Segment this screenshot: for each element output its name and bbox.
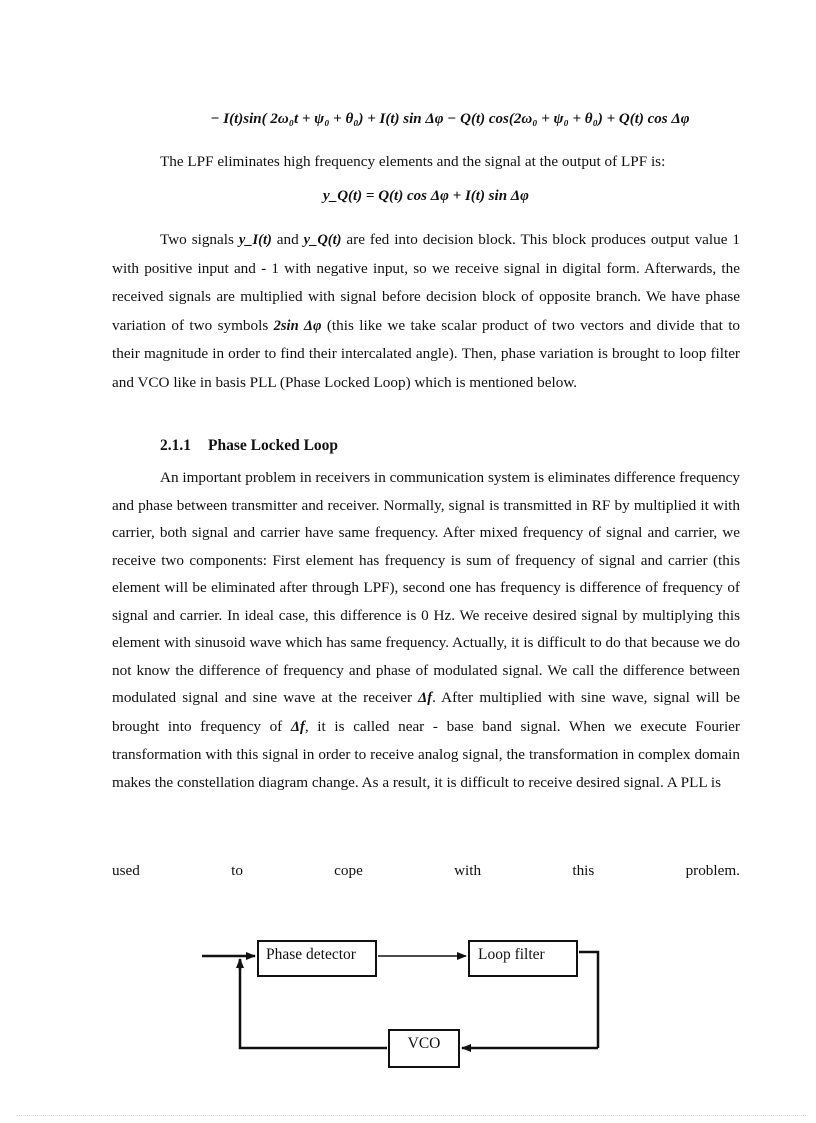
word: used <box>112 862 140 879</box>
word: with <box>454 862 482 879</box>
text-fragment: An important problem in receivers in communication system is eliminates difference frequency and phase between transmitter and receiver. Normally, signal is transmitted in RF by multiplied it with carrier, both signal and carrier have same frequency. After mixed frequency of signal and carrier, we receive two components: First element has frequency is sum of frequency of signal and carrier (this element will be eliminated after through LPF), second one has frequency is difference of frequency of signal and carrier. In ideal case, this difference is 0 Hz. We receive desired signal by multiplying this element with sinusoid wave which has same frequency. Actually, it is difficult to do that because we do not know the difference of frequency and phase of modulated signal. We call the difference between modulated signal and sine wave at the receiver <box>112 469 740 706</box>
lf-to-vco-path <box>579 952 598 1048</box>
symbol-yq: y_Q(t) <box>303 232 342 248</box>
symbol-2sin: 2sin Δφ <box>273 317 322 334</box>
word: to <box>231 862 243 879</box>
symbol-delta-f: Δf <box>418 690 433 706</box>
section-number: 2.1.1 <box>160 437 191 454</box>
vco-block: VCO <box>388 1029 460 1068</box>
symbol-yi: y_I(t) <box>238 232 272 248</box>
text-fragment: and <box>271 231 304 248</box>
phase-detector-block: Phase detector <box>257 940 377 977</box>
paragraph-lpf: The LPF eliminates high frequency elements and the signal at the output of LPF is: <box>160 153 666 170</box>
text-fragment: . After multiplied with sine wave, signal will be brought into frequency of <box>112 689 741 735</box>
text-fragment: Two signals <box>160 231 239 248</box>
equation-top: − I(t)sin( 2ω₀t + ψ₀ + θ₀) + I(t) sin Δφ − Q(t) cos(2ω₀ + ψ₀ + θ₀) + Q(t) cos Δφ <box>210 111 690 127</box>
paragraph-decision-block <box>112 226 740 398</box>
loop-filter-block: Loop filter <box>468 940 578 977</box>
equation-yq: y_Q(t) = Q(t) cos Δφ + I(t) sin Δφ <box>323 188 529 204</box>
text-fragment: (this like we take scalar product of two vectors and divide that to their magnitude in order to find their intercalated angle). Then, phase variation is brought to loop filter and VCO like in basis PLL (Phase Locked Loop) which is mentioned below. <box>112 316 741 391</box>
text-fragment: are fed into decision block. This block produces output value 1 with positive input and - 1 with negative input, so we receive signal in digital form. Afterwards, the received signals are multiplied with signal before decision block of opposite branch. We have phase variation of two symbols <box>112 231 740 334</box>
section-heading <box>160 437 338 455</box>
word: this <box>572 862 595 879</box>
page-divider <box>16 1115 806 1116</box>
paragraph-pll <box>112 464 740 796</box>
word: cope <box>334 862 363 879</box>
paragraph-last-line <box>112 857 740 885</box>
text-fragment: , it is called near - base band signal. When we execute Fourier transformation with this signal in order to receive analog signal, the transformation in complex domain makes the constellation diagram change. As a result, it is difficult to receive desired signal. A PLL is <box>112 717 740 791</box>
symbol-delta-f: Δf <box>290 718 305 735</box>
section-title: Phase Locked Loop <box>208 437 339 454</box>
word: problem. <box>685 862 740 879</box>
